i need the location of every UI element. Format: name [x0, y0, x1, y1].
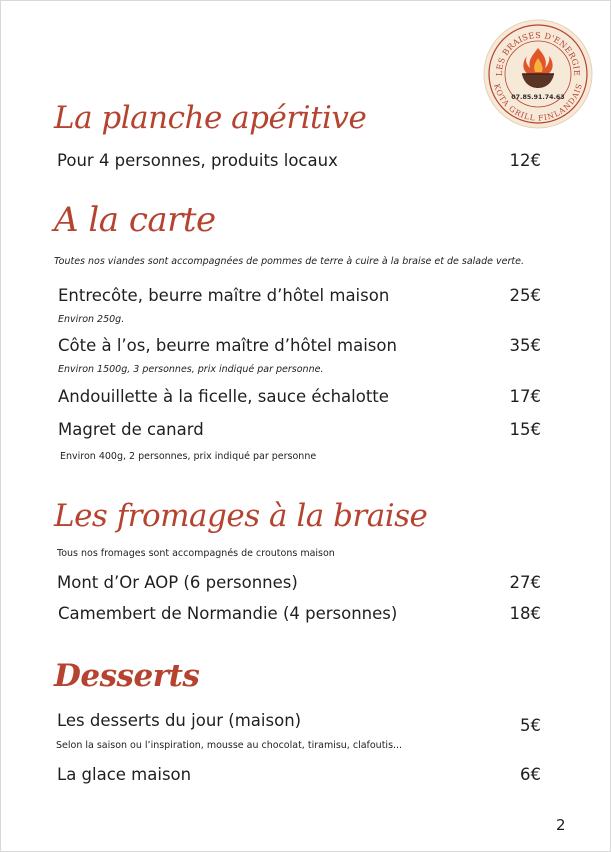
logo-name-top: LES BRAISES D'ENERGIE — [493, 29, 583, 77]
section-title-planche: La planche apéritive — [54, 100, 367, 136]
item-price: 5€ — [520, 716, 541, 735]
section-intro-fromages: Tous nos fromages sont accompagnés de croutons maison — [57, 548, 335, 559]
item-note: Environ 1500g, 3 personnes, prix indiqué par personne. — [58, 364, 324, 375]
item-name: La glace maison — [57, 765, 192, 784]
item-name: Camembert de Normandie (4 personnes) — [58, 604, 398, 623]
logo-phone: 07.85.91.74.63 — [511, 94, 565, 101]
item-name: Côte à l’os, beurre maître d’hôtel maison — [58, 336, 397, 355]
item-name: Pour 4 personnes, produits locaux — [57, 151, 338, 170]
section-title-fromages: Les fromages à la braise — [54, 498, 428, 534]
item-price: 18€ — [509, 604, 541, 623]
item-price: 35€ — [509, 336, 541, 355]
item-name: Magret de canard — [58, 420, 204, 439]
section-title-desserts: Desserts — [54, 658, 200, 694]
section-title-carte: A la carte — [54, 200, 216, 240]
item-name: Andouillette à la ficelle, sauce échalotte — [58, 387, 389, 406]
item-price: 15€ — [509, 420, 541, 439]
restaurant-logo — [482, 18, 594, 130]
item-price: 27€ — [509, 573, 541, 592]
item-note: Selon la saison ou l’inspiration, mousse au chocolat, tiramisu, clafoutis... — [56, 740, 403, 751]
item-price: 12€ — [509, 151, 541, 170]
item-price: 17€ — [509, 387, 541, 406]
section-intro-carte: Toutes nos viandes sont accompagnées de pommes de terre à cuire à la braise et de salade verte. — [54, 256, 524, 267]
item-name: Entrecôte, beurre maître d’hôtel maison — [58, 286, 390, 305]
item-name: Mont d’Or AOP (6 personnes) — [57, 573, 298, 592]
page-number: 2 — [556, 816, 566, 834]
logo-name-bottom: KOTA GRILL FINLANDAIS — [492, 82, 584, 123]
item-note: Environ 250g. — [58, 314, 125, 325]
item-price: 6€ — [520, 765, 541, 784]
item-name: Les desserts du jour (maison) — [57, 711, 302, 730]
item-note: Environ 400g, 2 personnes, prix indiqué par personne — [60, 451, 317, 462]
item-price: 25€ — [509, 286, 541, 305]
